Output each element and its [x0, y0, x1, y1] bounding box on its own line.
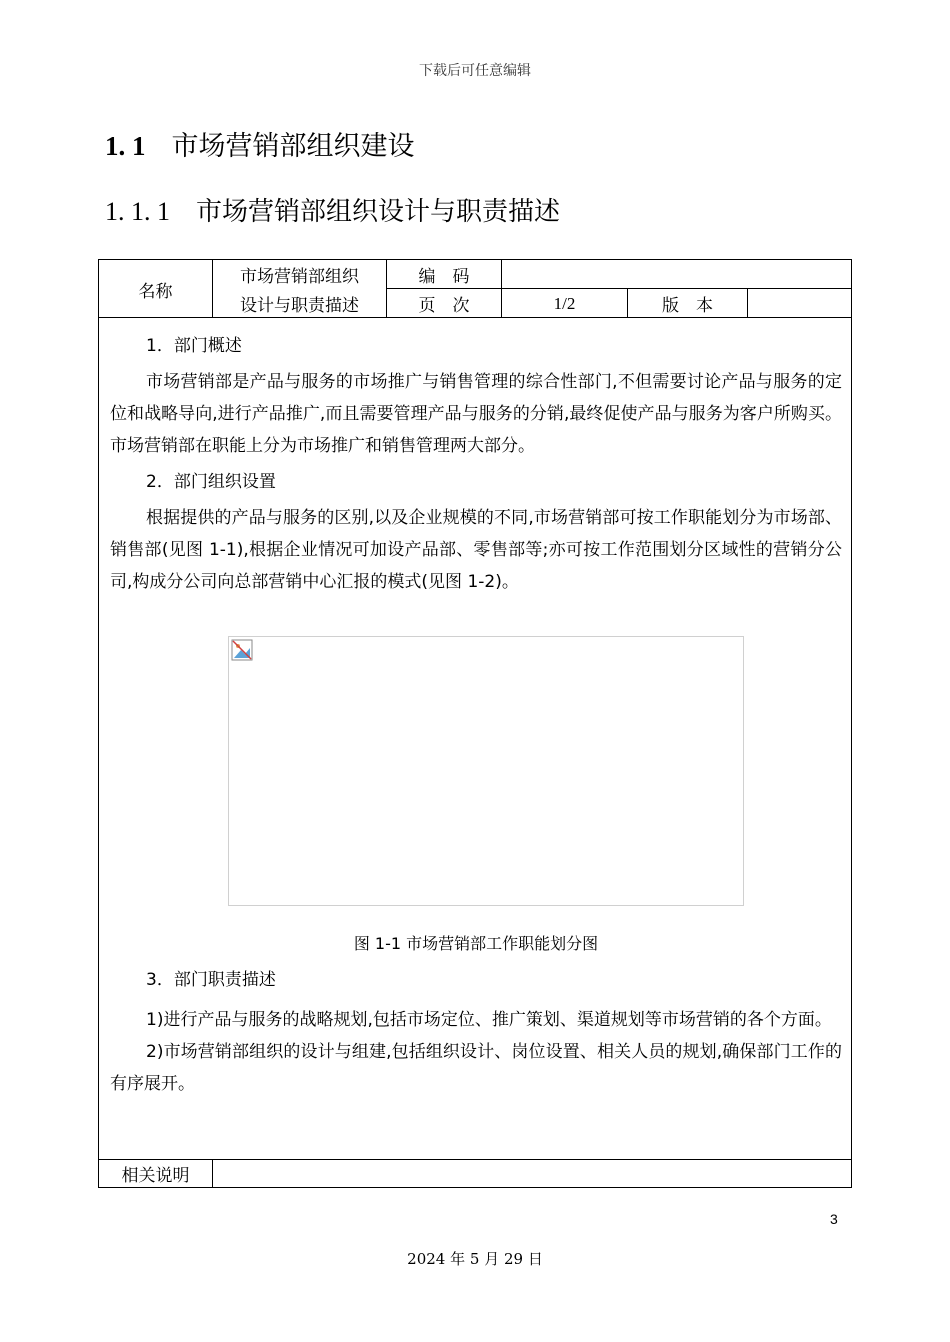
- heading-1-title: 市场营销部组织建设: [171, 131, 415, 162]
- date-line: 2024 年 5 月 29 日: [407, 1250, 543, 1268]
- section-1-text: 市场营销部是产品与服务的市场推广与销售管理的综合性部门,不但需要讨论产品与服务的定位和战略导向,进行产品推广,而且需要管理产品与服务的分销,最终促使产品与服务为客户所购买。市场营销部在职能上分为市场推广和销售管理两大部分。: [110, 372, 842, 456]
- section-3-item-1: 1)进行产品与服务的战略规划,包括市场定位、推广策划、渠道规划等市场营销的各个方面。: [146, 1010, 832, 1030]
- section-3-title: 3．部门职责描述: [146, 970, 276, 990]
- page-label: 页 次: [418, 296, 470, 316]
- version-label: 版 本: [662, 296, 713, 316]
- name-label: 名称: [138, 281, 173, 302]
- document-table: [98, 259, 852, 1188]
- broken-image-icon: [231, 639, 253, 661]
- header-note: 下载后可任意编辑: [419, 63, 531, 79]
- heading-level-1: [105, 128, 415, 165]
- code-label: 编 码: [418, 267, 470, 287]
- notes-row: [99, 1159, 851, 1187]
- name-value-line2: 设计与职责描述: [240, 296, 359, 316]
- heading-level-2: [105, 194, 560, 230]
- page-number: 3: [830, 1211, 838, 1227]
- heading-2-number: 1. 1. 1: [105, 197, 170, 226]
- section-3-item-2: 2)市场营销部组织的设计与组建,包括组织设计、岗位设置、相关人员的规划,确保部门工作的有序展开。: [110, 1042, 842, 1094]
- notes-value: [213, 1160, 851, 1187]
- notes-label: 相关说明: [121, 1166, 190, 1186]
- heading-1-number: 1. 1: [105, 131, 146, 161]
- page-value: 1/2: [553, 293, 576, 313]
- section-2-title: 2．部门组织设置: [146, 472, 276, 492]
- heading-2-title: 市场营销部组织设计与职责描述: [196, 197, 561, 227]
- section-1-title: 1．部门概述: [146, 336, 242, 356]
- figure-caption: 图 1-1 市场营销部工作职能划分图: [353, 934, 599, 953]
- name-value-line1: 市场营销部组织: [240, 267, 359, 287]
- section-2-text: 根据提供的产品与服务的区别,以及企业规模的不同,市场营销部可按工作职能划分为市场部、销售部(见图 1-1),根据企业情况可加设产品部、零售部等;亦可按工作范围划分区域性的营销分公司,构成分公司向总部营销中心汇报的模式(见图 1-2)。: [110, 508, 842, 592]
- figure-placeholder: [228, 636, 744, 906]
- responsibilities-area: [110, 960, 842, 1100]
